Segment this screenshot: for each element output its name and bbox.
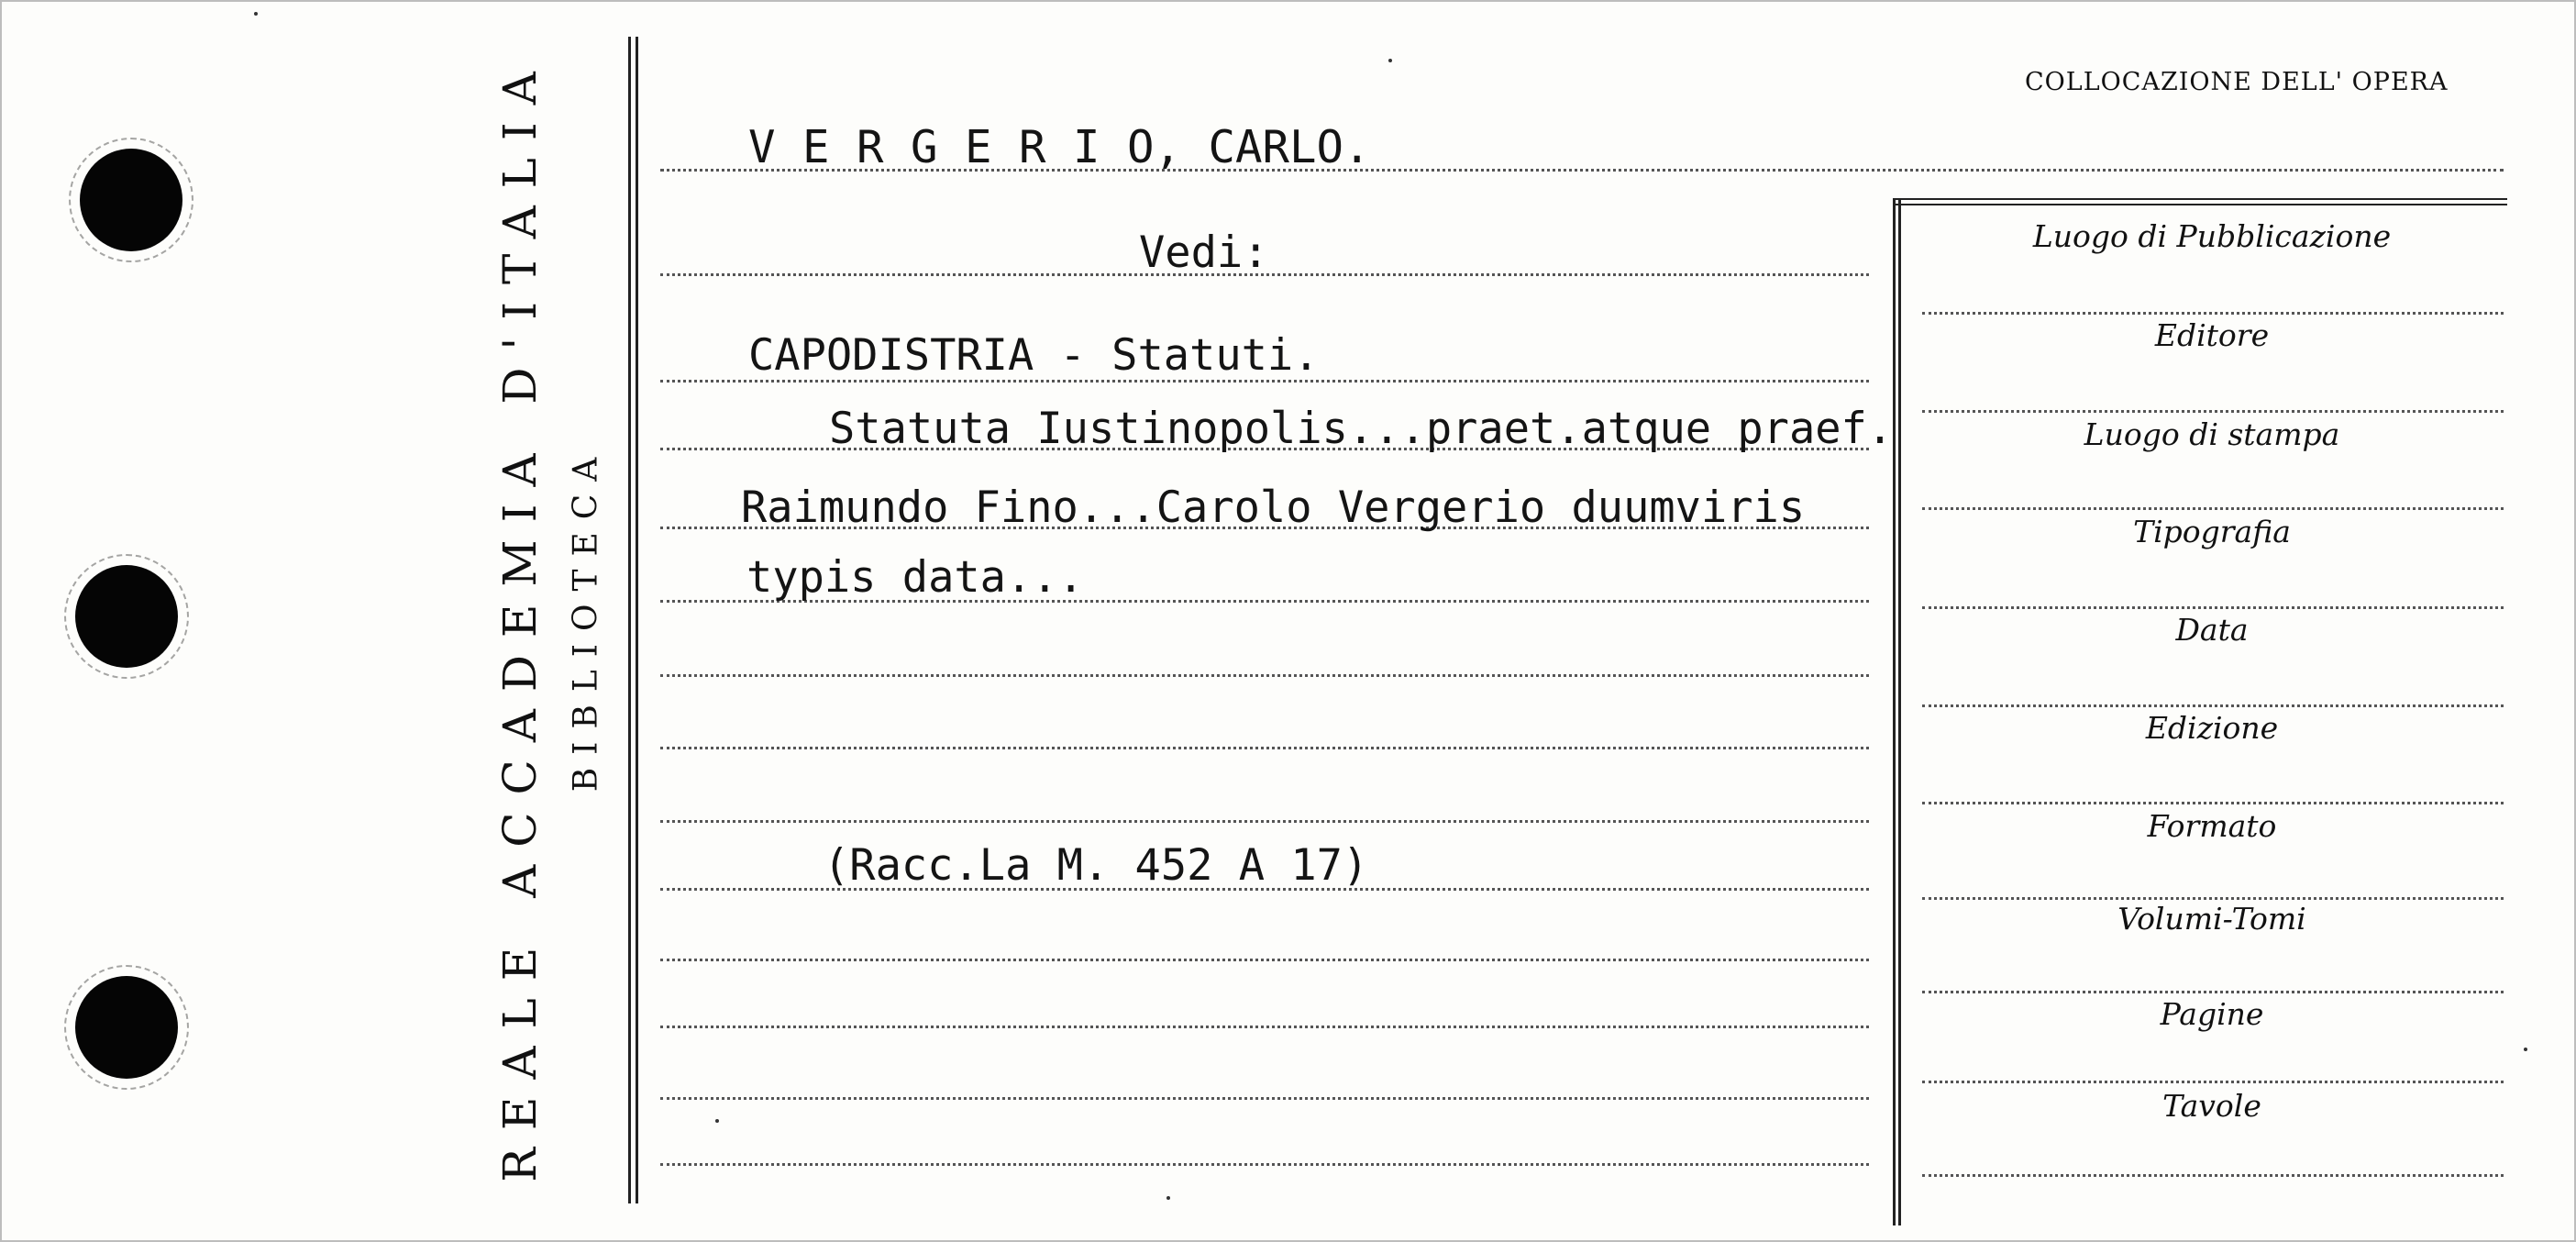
writing-line [660,1097,1869,1100]
writing-line [660,1026,1869,1028]
field-line [1922,606,2504,609]
field-box-top-rule [1893,198,2507,205]
writing-line [660,959,1869,961]
library-subtitle: BIBLIOTECA [567,444,605,793]
title-line-1: Statuta Iustinopolis...praet.atque praef. [829,404,1894,454]
writing-line [660,747,1869,749]
field-line [1922,1174,2504,1177]
field-line [1922,507,2504,510]
author-heading: V E R G E R I O, CARLO. [748,121,1371,173]
field-line [1922,897,2504,900]
field-line [1922,1081,2504,1083]
field-tipografia: Tipografia [2133,514,2291,549]
left-rule-inner [636,37,638,1203]
punch-hole-top [80,149,182,251]
field-data: Data [2175,612,2249,648]
field-editore: Editore [2154,317,2270,353]
scan-speck [715,1119,719,1123]
punch-hole-middle [75,565,178,668]
scan-speck [254,12,258,16]
scan-speck [1388,59,1392,62]
scan-speck [2524,1048,2527,1051]
left-rule-outer [628,37,631,1203]
field-box-left-rule [1893,198,1901,1225]
field-formato: Formato [2147,808,2277,844]
field-line [1922,410,2504,413]
field-line [1922,991,2504,993]
writing-line [660,674,1869,677]
field-luogo-stampa: Luogo di stampa [2084,416,2340,452]
field-volumi-tomi: Volumi-Tomi [2117,901,2306,937]
subject-heading: CAPODISTRIA - Statuti. [748,330,1320,381]
scan-speck [1166,1196,1170,1200]
collocazione-label: COLLOCAZIONE DELL' OPERA [2025,68,2449,96]
see-reference-label: Vedi: [1139,227,1269,278]
punch-hole-bottom [75,976,178,1079]
field-luogo-pubblicazione: Luogo di Pubblicazione [2032,218,2392,254]
title-line-2: Raimundo Fino...Carolo Vergerio duumviris [741,482,1806,533]
field-line [1922,802,2504,804]
title-line-3: typis data... [746,552,1084,603]
field-line [1922,312,2504,315]
institution-title: REALE ACCADEMIA D'ITALIA [493,54,547,1182]
writing-line [660,820,1869,823]
field-line [1922,704,2504,707]
writing-line [660,1163,1869,1166]
shelfmark: (Racc.La M. 452 A 17) [824,840,1369,891]
field-edizione: Edizione [2145,710,2279,746]
field-tavole: Tavole [2162,1088,2261,1124]
field-pagine: Pagine [2160,996,2264,1032]
